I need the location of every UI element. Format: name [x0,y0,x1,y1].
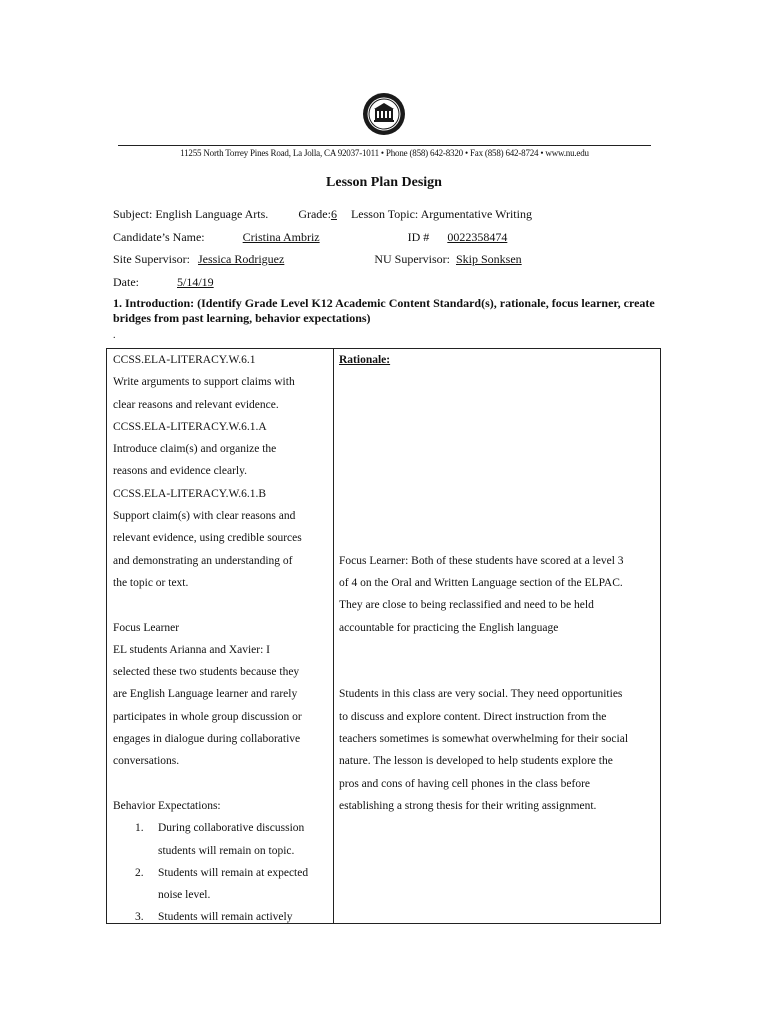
rationale-text-line: to discuss and explore content. Direct instruction from the [339,710,607,723]
subject-label: Subject: English Language Arts. [113,207,269,221]
standards-column [113,349,328,924]
rationale-text-line: accountable for practicing the English language [339,621,559,634]
supervisor-line [113,252,642,267]
date-value: 5/14/19 [177,275,214,289]
rationale-text-line: pros and cons of having cell phones in the class before [339,777,591,790]
rationale-text-line: Focus Learner: Both of these students have scored at a level 3 [339,554,624,567]
rationale-label: Rationale: [339,354,391,366]
id-label: ID # [407,230,430,244]
standards-text-line: selected these two students because they [113,666,300,679]
stray-period: . [113,330,116,341]
topic-label: Lesson Topic: Argumentative Writing [350,207,532,221]
behavior-expectations-list [113,817,328,924]
standards-text-line: Support claim(s) with clear reasons and [113,510,296,523]
standards-text-line: Behavior Expectations: [113,799,221,812]
standards-text-line: CCSS.ELA-LITERACY.W.6.1.A [113,420,267,433]
standards-text-line: CCSS.ELA-LITERACY.W.6.1.B [113,487,267,500]
behavior-expectation-item [113,862,328,884]
class-rationale [339,683,657,817]
standards-text-line: participates in whole group discussion or [113,710,302,723]
candidate-label: Candidate’s Name: [113,230,205,244]
standards-text-line: are English Language learner and rarely [113,688,298,701]
standards-text-line: relevant evidence, using credible sources [113,532,302,545]
behavior-expectation-text: noise level. [158,889,211,902]
standards-text-line: CCSS.ELA-LITERACY.W.6.1 [113,354,256,366]
grade-value: 6 [330,207,337,221]
id-value: 0022358474 [447,230,508,244]
standards-text-line: EL students Arianna and Xavier: I [113,643,271,656]
rationale-text-line: establishing a strong thesis for their writing assignment. [339,799,597,812]
standards-text-line: engages in dialogue during collaborative [113,733,301,746]
standards-text-line: and demonstrating an understanding of [113,554,293,567]
behavior-expectation-text: Students will remain at expected [158,866,309,879]
candidate-value: Cristina Ambriz [242,230,320,244]
university-seal-logo [362,92,406,136]
behavior-expectation-item [113,884,328,906]
date-line [113,275,362,290]
focus-learner-rationale [339,550,657,639]
site-supervisor-label: Site Supervisor: [113,252,190,266]
nu-supervisor-label: NU Supervisor: [374,252,450,266]
introduction-table [106,348,661,924]
standards-text-line: conversations. [113,755,180,768]
header-address: 11255 North Torrey Pines Road, La Jolla, CA 92037-1011 • Phone (858) 642-8320 • Fax (858) 642-8724 • www.nu.edu [180,148,589,158]
list-number: 2. [135,866,144,879]
rationale-text-line: They are close to being reclassified and need to be held [339,599,594,612]
standards-text-line: Focus Learner [113,621,180,634]
rationale-text-line: teachers sometimes is somewhat overwhelming for their social [339,733,629,746]
rationale-text-line: of 4 on the Oral and Written Language section of the ELPAC. [339,576,623,589]
header-rule [118,145,651,146]
rationale-text-line: nature. The lesson is developed to help students explore the [339,755,613,768]
standards-text-line: Write arguments to support claims with [113,376,295,389]
nu-supervisor-value: Skip Sonksen [455,252,522,266]
standards-text-line: reasons and evidence clearly. [113,465,247,478]
rationale-column [339,349,657,817]
standards-text-line [113,773,328,795]
behavior-expectation-item [113,840,328,862]
date-label: Date: [113,275,139,289]
behavior-expectation-text: Students will remain actively [158,911,293,924]
list-number: 1. [135,822,144,835]
behavior-expectation-item [113,906,328,924]
page-title: Lesson Plan Design [326,175,442,190]
candidate-line [113,230,579,245]
section-introduction-heading: 1. Introduction: (Identify Grade Level K12 Academic Content Standard(s), rationale, focus learner, create bridges from past learning, behavior expectations) [113,296,655,325]
standards-text-line: clear reasons and relevant evidence. [113,398,279,411]
standards-text-line: the topic or text. [113,576,189,589]
behavior-expectation-text: During collaborative discussion [158,822,305,835]
behavior-expectation-item [113,817,328,839]
behavior-expectation-text: students will remain on topic. [158,844,295,857]
standards-text-line: Introduce claim(s) and organize the [113,443,277,456]
list-number: 3. [135,911,144,924]
grade-label: Grade: [298,207,331,221]
subject-line [113,207,532,222]
rationale-text-line: Students in this class are very social. They need opportunities [339,688,623,701]
site-supervisor-value: Jessica Rodriguez [198,252,285,266]
table-column-divider [333,349,334,923]
standards-text-line [113,594,328,616]
